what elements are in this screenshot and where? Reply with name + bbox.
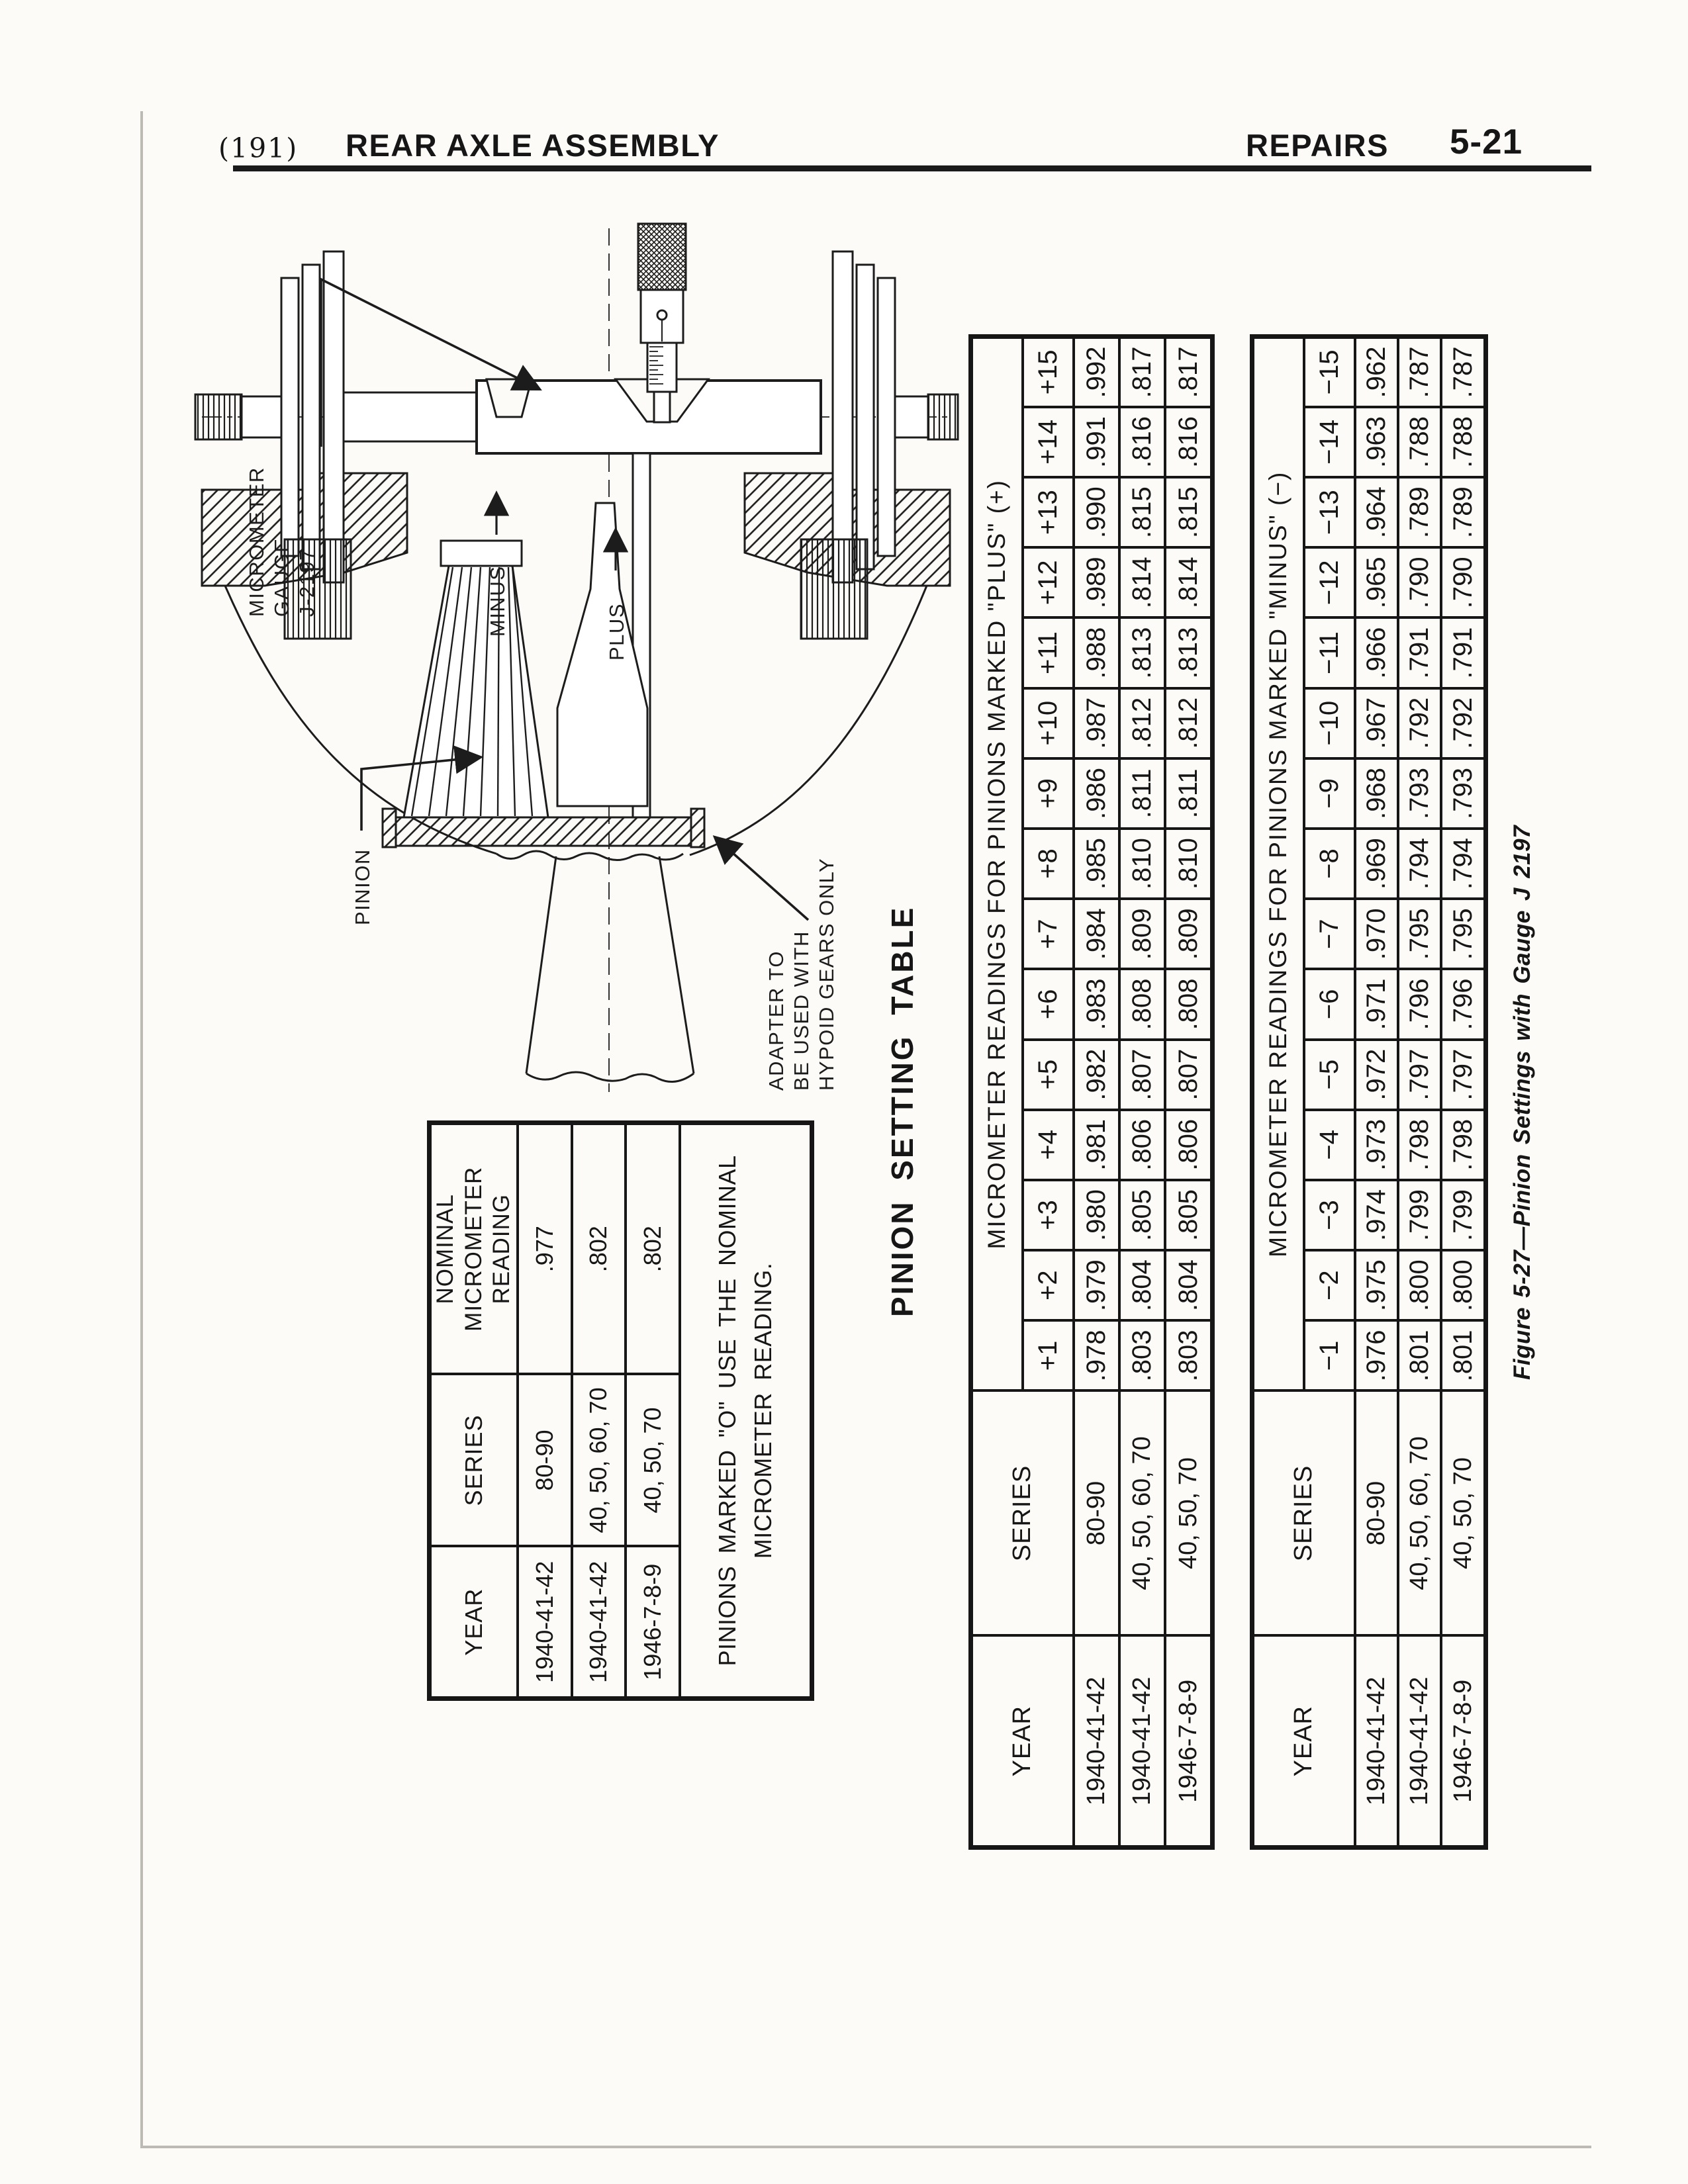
reading-col-header: +12 [1023,547,1074,617]
reading-value-cell: .788 [1398,407,1441,477]
reading-value-cell: .803 [1165,1320,1212,1390]
reading-col-header: +2 [1023,1250,1074,1320]
reading-value-cell: .792 [1398,688,1441,758]
reading-col-header: −9 [1304,758,1355,829]
adapter-tab-right [691,809,704,847]
nominal-note-cell [680,1123,812,1699]
reading-value-cell: .797 [1441,1040,1485,1110]
year-cell: 1940-41-42 [1074,1636,1119,1848]
reading-col-header: −12 [1304,547,1355,617]
shaft-left-section [344,392,477,441]
micrometer-zero-mark [657,310,667,320]
bearing-disc-right-outer [878,278,895,556]
nominal-table-block [427,1125,814,1701]
micrometer-gauge-label-line1: MICROMETER [245,467,268,617]
pinion-setting-table-title: PINION SETTING TABLE [885,905,919,1317]
reading-value-cell: .972 [1355,1040,1398,1110]
year-cell: 1940-41-42 [572,1547,626,1699]
year-cell: 1946-7-8-9 [626,1547,680,1699]
table-row [1355,337,1398,1848]
header-section-right: REPAIRS [1246,128,1389,163]
reading-value-cell: .978 [1074,1320,1119,1390]
reading-value-cell: .974 [1355,1180,1398,1250]
adapter-label-line2: BE USED WITH [790,931,813,1091]
reading-value-cell: .800 [1398,1250,1441,1320]
reading-value-cell: .965 [1355,547,1398,617]
series-cell: 80-90 [1074,1391,1119,1636]
page-number: (191) [218,132,299,164]
series-cell: 40, 50, 70 [1165,1391,1212,1636]
reading-value-cell: .817 [1119,337,1165,407]
reading-col-header: −13 [1304,477,1355,547]
reading-value-cell: .807 [1119,1040,1165,1110]
reading-value-cell: .813 [1165,617,1212,688]
group-header: MICROMETER READINGS FOR PINIONS MARKED "MINUS" (−) [1252,337,1304,1391]
reading-value-cell: .816 [1165,407,1212,477]
reading-value-cell: .989 [1074,547,1119,617]
minus-table-block [1250,334,1488,1850]
header-section-left: REAR AXLE ASSEMBLY [346,128,720,163]
reading-col-header: −4 [1304,1110,1355,1180]
scan-edge-bottom [140,2146,1591,2148]
reading-value-cell: .807 [1165,1040,1212,1110]
reading-value-cell: .812 [1165,688,1212,758]
header-rule [233,165,1591,171]
threaded-shaft-end-right [928,394,958,439]
table-row [1165,337,1212,1848]
reading-value-cell: .811 [1119,758,1165,829]
reading-value-cell: .992 [1074,337,1119,407]
reading-value-cell: .791 [1398,617,1441,688]
series-cell: 40, 50, 60, 70 [1119,1391,1165,1636]
year-cell: 1940-41-42 [1119,1636,1165,1848]
adapter-tab-left [383,809,396,847]
nominal-series-header: SERIES [430,1375,518,1547]
reading-value-cell: .991 [1074,407,1119,477]
reading-col-header: −15 [1304,337,1355,407]
reading-value-cell: .816 [1119,407,1165,477]
reading-value-cell: .975 [1355,1250,1398,1320]
series-cell: 40, 50, 60, 70 [572,1375,626,1547]
reading-value-cell: .971 [1355,969,1398,1039]
figure-caption: Figure 5-27—Pinion Settings with Gauge J 2197 [1509,825,1535,1380]
reading-value-cell: .809 [1165,899,1212,969]
pinion-gauge-diagram [185,192,966,1118]
bearing-disc-left-mid [303,265,320,569]
reading-value-cell: .795 [1398,899,1441,969]
reading-value-cell: .806 [1165,1110,1212,1180]
reading-value-cell: .984 [1074,899,1119,969]
reading-value-cell: .964 [1355,477,1398,547]
micrometer-gauge-label-line2: GAUGE [270,537,293,617]
reading-value-cell: .799 [1398,1180,1441,1250]
reading-value-cell: .793 [1441,758,1485,829]
reading-value-cell: .973 [1355,1110,1398,1180]
reading-value-cell: .788 [1441,407,1485,477]
plus-label: PLUS [605,603,628,660]
reading-col-header: +7 [1023,899,1074,969]
reading-col-header: +6 [1023,969,1074,1039]
header-page-code: 5-21 [1450,122,1523,161]
reading-col-header: −3 [1304,1180,1355,1250]
housing-stem-left [526,856,556,1073]
table-row [1398,337,1441,1848]
reading-col-header: −10 [1304,688,1355,758]
minus-label: MINUS [486,565,509,637]
shaft-journal-right [895,396,928,437]
micrometer-spindle [654,392,670,422]
reading-value-cell: .809 [1119,899,1165,969]
bearing-disc-left-outer [281,278,299,556]
reading-value-cell: .968 [1355,758,1398,829]
reading-value-cell: .787 [1441,337,1485,407]
reading-value-cell: .804 [1165,1250,1212,1320]
reading-value-cell: .794 [1398,829,1441,899]
reading-value-cell: .801 [1398,1320,1441,1390]
reading-value-cell: .976 [1355,1320,1398,1390]
reading-value-cell: .791 [1441,617,1485,688]
reading-col-header: −11 [1304,617,1355,688]
reading-value-cell: .790 [1398,547,1441,617]
reading-value-cell: .966 [1355,617,1398,688]
nominal-header-line3: READING [489,1194,515,1304]
note-line1: PINIONS MARKED "O" USE THE NOMINAL [713,1155,741,1666]
year-cell: 1940-41-42 [1355,1636,1398,1848]
reading-col-header: −1 [1304,1320,1355,1390]
reading-value-cell: .787 [1398,337,1441,407]
reading-value-cell: .798 [1398,1110,1441,1180]
reading-value-cell: .793 [1398,758,1441,829]
adapter-label-line3: HYPOID GEARS ONLY [815,857,838,1091]
nominal-table [427,1120,814,1701]
year-header: YEAR [971,1636,1074,1848]
reading-value-cell: .814 [1119,547,1165,617]
reading-value-cell: .962 [1355,337,1398,407]
reading-value-cell: .804 [1119,1250,1165,1320]
pinion-cap [441,541,522,566]
reading-value-cell: .810 [1119,829,1165,899]
reading-col-header: −5 [1304,1040,1355,1110]
note-line2: MICROMETER READING. [749,1262,776,1559]
reading-value-cell: .790 [1441,547,1485,617]
reading-value-cell: .983 [1074,969,1119,1039]
micrometer-sleeve [647,343,677,392]
reading-col-header: −6 [1304,969,1355,1039]
reading-value-cell: .815 [1119,477,1165,547]
year-cell: 1946-7-8-9 [1165,1636,1212,1848]
header-row [1252,337,1304,1848]
table-row [1074,337,1119,1848]
reading-value-cell: .808 [1119,969,1165,1039]
reading-value-cell: .987 [1074,688,1119,758]
threaded-shaft-end-left [195,394,242,439]
reading-col-header: −7 [1304,899,1355,969]
series-cell: 40, 50, 70 [1441,1391,1485,1636]
reading-value-cell: .988 [1074,617,1119,688]
reading-value-cell: .980 [1074,1180,1119,1250]
reading-value-cell: .805 [1119,1180,1165,1250]
reading-value-cell: .982 [1074,1040,1119,1110]
reading-value-cell: .814 [1165,547,1212,617]
reading-col-header: +5 [1023,1040,1074,1110]
reading-value-cell: .808 [1165,969,1212,1039]
reading-value-cell: .812 [1119,688,1165,758]
table-row [626,1123,680,1699]
reading-value-cell: .981 [1074,1110,1119,1180]
bearing-bore-right [801,539,867,639]
micrometer-thimble-knurl [638,224,686,290]
nominal-header-line2: MICROMETER [460,1166,487,1332]
year-header: YEAR [1252,1636,1355,1848]
minus-readings-table [1250,334,1488,1850]
bearing-disc-right-mid [857,265,874,569]
bearing-disc-right-inner [833,251,853,582]
reading-col-header: +3 [1023,1180,1074,1250]
series-cell: 40, 50, 60, 70 [1398,1391,1441,1636]
table-row [680,1123,812,1699]
reading-value-cell: .794 [1441,829,1485,899]
reading-col-header: +1 [1023,1320,1074,1390]
year-cell: 1940-41-42 [1398,1636,1441,1848]
reading-col-header: −14 [1304,407,1355,477]
plus-table-block [968,334,1215,1850]
reading-col-header: +11 [1023,617,1074,688]
reading-value-cell: .815 [1165,477,1212,547]
reading-col-header: +14 [1023,407,1074,477]
series-cell: 40, 50, 70 [626,1375,680,1547]
series-cell: 80-90 [518,1375,571,1547]
reading-cell: .977 [518,1123,571,1375]
reading-value-cell: .796 [1398,969,1441,1039]
shaft-journal-left [242,396,281,437]
reading-value-cell: .805 [1165,1180,1212,1250]
nominal-reading-header [430,1123,518,1375]
housing-break-line [496,851,683,860]
adapter-label-line1: ADAPTER TO [765,950,788,1091]
reading-value-cell: .963 [1355,407,1398,477]
reading-cell: .802 [572,1123,626,1375]
reading-col-header: +8 [1023,829,1074,899]
series-header: SERIES [971,1391,1074,1636]
adapter-leader-arrow [715,837,808,920]
micrometer-gauge-label-line3: J-2197 [295,548,318,617]
reading-value-cell: .979 [1074,1250,1119,1320]
nominal-header-line1: NOMINAL [432,1194,458,1304]
hypoid-adapter-plate [396,817,691,846]
reading-col-header: +4 [1023,1110,1074,1180]
housing-stem-right [659,856,694,1073]
reading-value-cell: .810 [1165,829,1212,899]
series-cell: 80-90 [1355,1391,1398,1636]
group-header: MICROMETER READINGS FOR PINIONS MARKED "PLUS" (+) [971,337,1023,1391]
reading-value-cell: .969 [1355,829,1398,899]
pinion-label: PINION [351,848,374,925]
reading-value-cell: .792 [1441,688,1485,758]
pinion-gear [404,566,548,817]
table-row [1119,337,1165,1848]
reading-value-cell: .799 [1441,1180,1485,1250]
reading-value-cell: .800 [1441,1250,1485,1320]
reading-col-header: +9 [1023,758,1074,829]
table-row [518,1123,571,1699]
series-header: SERIES [1252,1391,1355,1636]
table-row [572,1123,626,1699]
reading-cell: .802 [626,1123,680,1375]
nominal-year-header: YEAR [430,1547,518,1699]
reading-col-header: +10 [1023,688,1074,758]
reading-value-cell: .811 [1165,758,1212,829]
reading-value-cell: .986 [1074,758,1119,829]
year-cell: 1940-41-42 [518,1547,571,1699]
reading-col-header: −8 [1304,829,1355,899]
plus-readings-table [968,334,1215,1850]
reading-value-cell: .796 [1441,969,1485,1039]
reading-value-cell: .789 [1441,477,1485,547]
reading-col-header: +13 [1023,477,1074,547]
reading-value-cell: .813 [1119,617,1165,688]
reading-value-cell: .801 [1441,1320,1485,1390]
table-row [1441,337,1485,1848]
reading-value-cell: .789 [1398,477,1441,547]
year-cell: 1946-7-8-9 [1441,1636,1485,1848]
bearing-disc-left-inner [324,251,344,582]
housing-stem-break-line [526,1072,694,1082]
reading-value-cell: .817 [1165,337,1212,407]
reading-value-cell: .797 [1398,1040,1441,1110]
reading-value-cell: .795 [1441,899,1485,969]
reading-value-cell: .803 [1119,1320,1165,1390]
reading-value-cell: .970 [1355,899,1398,969]
reading-col-header: +15 [1023,337,1074,407]
reading-col-header: −2 [1304,1250,1355,1320]
scan-edge-left [140,111,143,2148]
reading-value-cell: .985 [1074,829,1119,899]
reading-value-cell: .798 [1441,1110,1485,1180]
header-row [971,337,1023,1848]
reading-value-cell: .990 [1074,477,1119,547]
reading-value-cell: .967 [1355,688,1398,758]
reading-value-cell: .806 [1119,1110,1165,1180]
